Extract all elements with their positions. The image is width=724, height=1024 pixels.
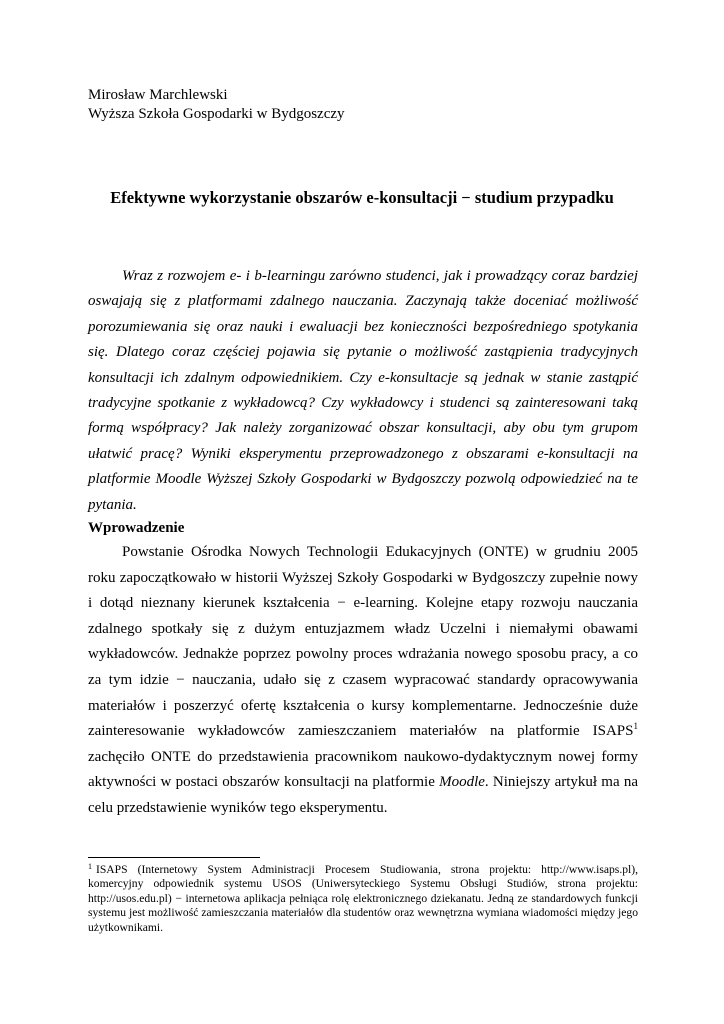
author-affiliation: Wyższa Szkoła Gospodarki w Bydgoszczy xyxy=(88,106,345,122)
introduction-paragraph xyxy=(88,540,638,822)
author-name: Mirosław Marchlewski xyxy=(88,87,228,103)
intro-text-part-2: zachęciło ONTE do przedstawienia pracownikom naukowo-dydaktycznym nowej formy aktywności w postaci obszarów konsultacji na platformie xyxy=(88,748,638,791)
footnote-separator xyxy=(88,857,260,858)
intro-text-part-1: Powstanie Ośrodka Nowych Technologii Edukacyjnych (ONTE) w grudniu 2005 roku zapoczątkowało w historii Wyższej Szkoły Gospodarki w Bydgoszczy zupełnie nowy i dotąd nieznany kierunek kształcenia − e-learning. Kolejne etapy rozwoju nauczania zdalnego spotkały się z dużym entuzjazmem władz Uczelni i niemałymi obawami wykładowców. Jednakże poprzez powolny proces wdrażania nowego sposobu pracy, a co za tym idzie − nauczania, udało się z czasem wypracować standardy opracowywania materiałów i poszerzyć ofertę kształcenia o kursy komplementarne. Jednocześnie duże zainteresowanie wykładowców zamieszczaniem materiałów na platformie ISAPS xyxy=(88,544,638,740)
intro-italic-term: Moodle xyxy=(439,774,485,791)
footnote-text: ISAPS (Internetowy System Administracji Procesem Studiowania, strona projektu: http://www.isaps.pl), komercyjny odpowiednik systemu USOS (Uniwersyteckiego Systemu Obsługi Studiów, strona projektu: http://usos.edu.pl) − internetowa aplikacja pełniąca rolę elektronicznego dziekanatu. Jedną ze standardowych funkcji systemu jest możliwość zamieszczania materiałów dla studentów oraz wewnętrzna wymiana wiadomości między jego użytkownikami. xyxy=(88,863,638,934)
footnote-number: 1 xyxy=(88,862,92,871)
author-block xyxy=(88,86,345,124)
paper-title: Efektywne wykorzystanie obszarów e-konsultacji − studium przypadku xyxy=(110,188,614,207)
footnote-reference[interactable]: 1 xyxy=(633,721,638,732)
abstract: Wraz z rozwojem e- i b-learningu zarówno studenci, jak i prowadzący coraz bardziej oswajają się z platformami zdalnego nauczania. Zaczynają także doceniać możliwość porozumiewania się oraz nauki i ewaluacji bez konieczności bezpośredniego spotykania się. Dlatego coraz częściej pojawia się pytanie o możliwość zastąpienia tradycyjnych konsultacji ich zdalnym odpowiednikiem. Czy e-konsultacje są jednak w stanie zastąpić tradycyjne spotkanie z wykładowcą? Czy wykładowcy i studenci są zainteresowani taką formą współpracy? Jak należy zorganizować obszar konsultacji, aby obu tym grupom ułatwić pracę? Wyniki eksperymentu przeprowadzonego z obszarami e-konsultacji na platformie Moodle Wyższej Szkoły Gospodarki w Bydgoszczy pozwolą odpowiedzieć na te pytania. xyxy=(88,268,638,513)
intro-text-part-3: . Niniejszy artykuł ma na celu przedstawienie wyników tego eksperymentu. xyxy=(88,774,638,816)
footnote xyxy=(88,863,638,935)
section-heading-introduction: Wprowadzenie xyxy=(88,520,185,536)
